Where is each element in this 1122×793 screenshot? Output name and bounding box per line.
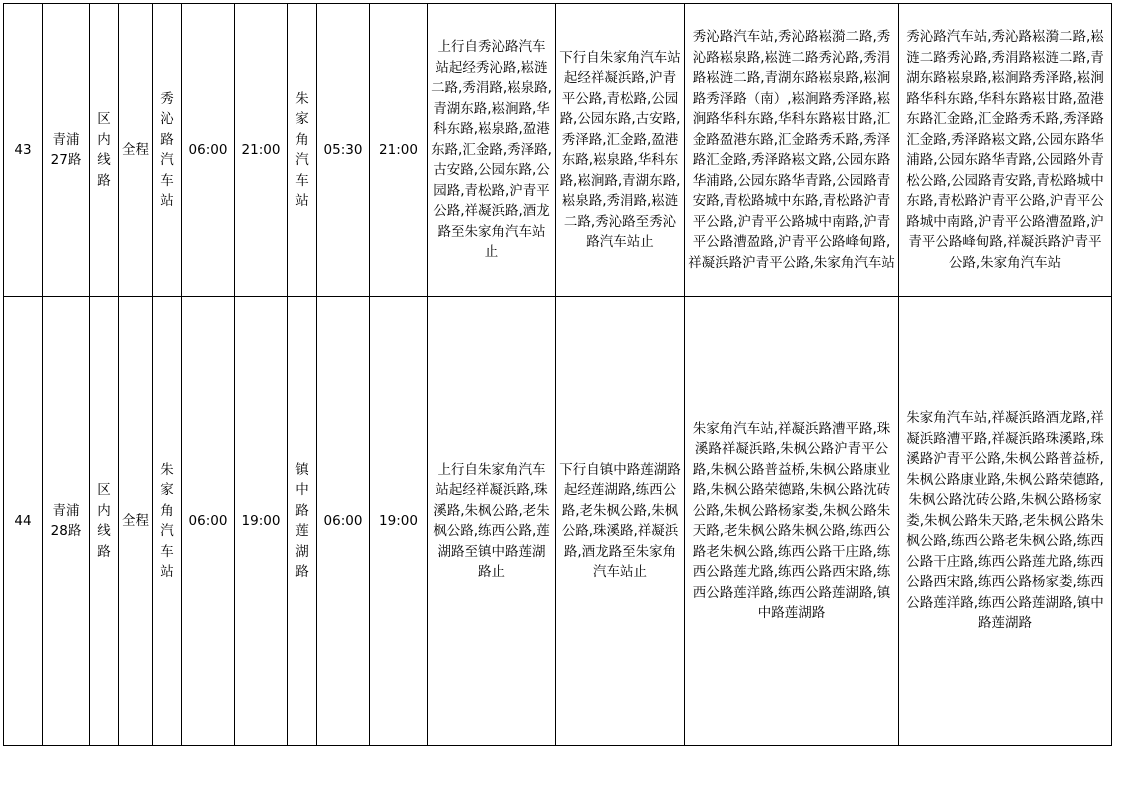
route-type: 区内线路 bbox=[90, 297, 119, 746]
terminal-b: 朱家角汽车站 bbox=[288, 4, 317, 297]
up-route-description: 上行自秀沁路汽车站起经秀沁路,崧涟二路,秀涓路,崧泉路,青湖东路,崧涧路,华科东路,崧泉路,盈港东路,汇金路,秀泽路,古安路,公园东路,公园路,青松路,沪青平公路,祥凝浜路,酒龙路至朱家角汽车站止 bbox=[428, 4, 556, 297]
bus-route-table bbox=[3, 3, 1112, 746]
terminal-a: 朱家角汽车站 bbox=[153, 297, 182, 746]
table-row bbox=[4, 4, 1112, 297]
table-row bbox=[4, 297, 1112, 746]
route-number: 44 bbox=[4, 297, 43, 746]
terminal-a-first-bus: 06:00 bbox=[182, 4, 235, 297]
terminal-a-last-bus: 21:00 bbox=[235, 4, 288, 297]
terminal-b-last-bus: 21:00 bbox=[370, 4, 428, 297]
down-route-description: 下行自朱家角汽车站起经祥凝浜路,沪青平公路,青松路,公园路,公园东路,古安路,秀泽路,汇金路,盈港东路,崧泉路,华科东路,崧涧路,青湖东路,崧泉路,秀涓路,崧涟二路,秀沁路至秀沁路汽车站止 bbox=[556, 4, 685, 297]
terminal-b-first-bus: 05:30 bbox=[317, 4, 370, 297]
up-stops-list: 秀沁路汽车站,秀沁路崧漪二路,秀沁路崧泉路,崧涟二路秀沁路,秀涓路崧涟二路,青湖东路崧泉路,崧涧路秀泽路（南）,崧涧路秀泽路,崧涧路华科东路,华科东路崧甘路,汇金路盈港东路,汇金路秀禾路,秀泽路汇金路,秀泽路崧文路,公园东路华浦路,公园东路华青路,公园路青安路,青松路城中东路,青松路沪青平公路,沪青平公路城中南路,沪青平公路漕盈路,沪青平公路峰甸路,祥凝浜路沪青平公路,朱家角汽车站 bbox=[685, 4, 899, 297]
route-name: 青浦28路 bbox=[43, 297, 90, 746]
route-number: 43 bbox=[4, 4, 43, 297]
up-route-description: 上行自朱家角汽车站起经祥凝浜路,珠溪路,朱枫公路,老朱枫公路,练西公路,莲湖路至镇中路莲湖路止 bbox=[428, 297, 556, 746]
down-route-description: 下行自镇中路莲湖路起经莲湖路,练西公路,老朱枫公路,朱枫公路,珠溪路,祥凝浜路,酒龙路至朱家角汽车站止 bbox=[556, 297, 685, 746]
terminal-b: 镇中路莲湖路 bbox=[288, 297, 317, 746]
route-scope: 全程 bbox=[119, 297, 153, 746]
terminal-a-first-bus: 06:00 bbox=[182, 297, 235, 746]
terminal-b-last-bus: 19:00 bbox=[370, 297, 428, 746]
route-name: 青浦27路 bbox=[43, 4, 90, 297]
terminal-a-last-bus: 19:00 bbox=[235, 297, 288, 746]
route-scope: 全程 bbox=[119, 4, 153, 297]
up-stops-list: 朱家角汽车站,祥凝浜路漕平路,珠溪路祥凝浜路,朱枫公路沪青平公路,朱枫公路普益桥,朱枫公路康业路,朱枫公路荣德路,朱枫公路沈砖公路,朱枫公路杨家娄,朱枫公路朱天路,老朱枫公路朱枫公路,练西公路老朱枫公路,练西公路干庄路,练西公路莲尤路,练西公路西宋路,练西公路莲洋路,练西公路莲湖路,镇中路莲湖路 bbox=[685, 297, 899, 746]
route-type: 区内线路 bbox=[90, 4, 119, 297]
terminal-a: 秀沁路汽车站 bbox=[153, 4, 182, 297]
terminal-b-first-bus: 06:00 bbox=[317, 297, 370, 746]
down-stops-list: 朱家角汽车站,祥凝浜路酒龙路,祥凝浜路漕平路,祥凝浜路珠溪路,珠溪路沪青平公路,朱枫公路普益桥,朱枫公路康业路,朱枫公路荣德路,朱枫公路沈砖公路,朱枫公路杨家娄,朱枫公路朱天路,老朱枫公路朱枫公路,练西公路老朱枫公路,练西公路干庄路,练西公路莲尤路,练西公路西宋路,练西公路杨家娄,练西公路莲洋路,练西公路莲湖路,镇中路莲湖路 bbox=[899, 297, 1112, 746]
down-stops-list: 秀沁路汽车站,秀沁路崧漪二路,崧涟二路秀沁路,秀涓路崧涟二路,青湖东路崧泉路,崧涧路秀泽路,崧涧路华科东路,华科东路崧甘路,盈港东路汇金路,汇金路秀禾路,秀泽路汇金路,秀泽路崧文路,公园东路华浦路,公园东路华青路,公园路外青松公路,公园路青安路,青松路城中东路,青松路沪青平公路,沪青平公路城中南路,沪青平公路漕盈路,沪青平公路峰甸路,祥凝浜路沪青平公路,朱家角汽车站 bbox=[899, 4, 1112, 297]
